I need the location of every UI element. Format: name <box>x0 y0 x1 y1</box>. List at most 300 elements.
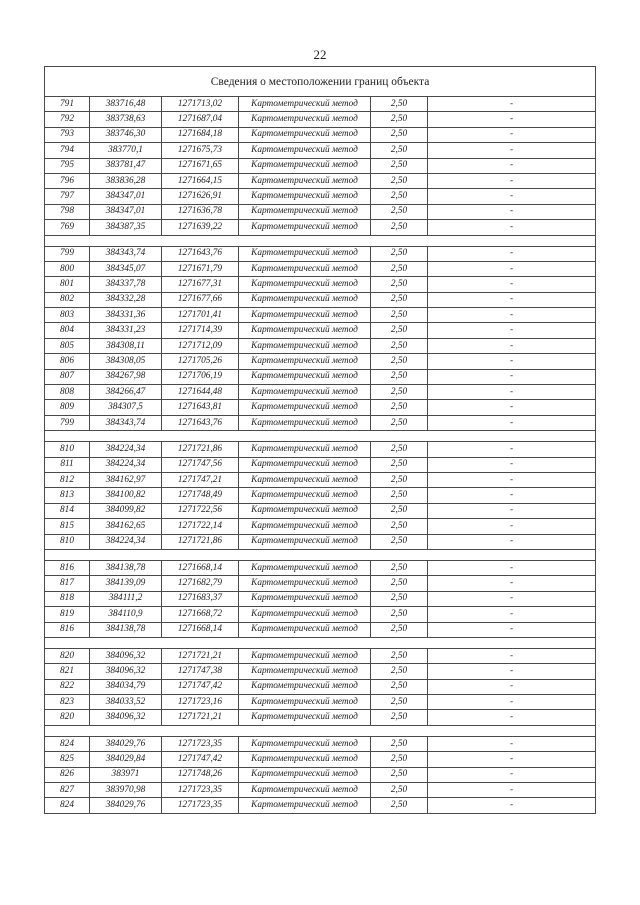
y-coordinate-cell: 1271747,42 <box>162 752 239 767</box>
y-coordinate-cell: 1271721,21 <box>162 648 239 663</box>
boundary-table <box>44 66 596 814</box>
x-coordinate-cell: 384308,11 <box>90 338 162 353</box>
table-row <box>45 798 596 813</box>
y-coordinate-cell: 1271668,14 <box>162 622 239 637</box>
y-coordinate-cell: 1271643,76 <box>162 415 239 430</box>
table-row <box>45 591 596 606</box>
method-cell: Картометрический метод <box>239 710 371 725</box>
table-row <box>45 158 596 173</box>
description-cell: - <box>428 710 596 725</box>
method-cell: Картометрический метод <box>239 385 371 400</box>
accuracy-cell: 2,50 <box>371 277 428 292</box>
table-row <box>45 534 596 549</box>
description-cell: - <box>428 503 596 518</box>
accuracy-cell: 2,50 <box>371 292 428 307</box>
accuracy-cell: 2,50 <box>371 752 428 767</box>
method-cell: Картометрический метод <box>239 767 371 782</box>
description-cell: - <box>428 607 596 622</box>
accuracy-cell: 2,50 <box>371 323 428 338</box>
point-number-cell: 820 <box>45 710 90 725</box>
y-coordinate-cell: 1271664,15 <box>162 173 239 188</box>
x-coordinate-cell: 384111,2 <box>90 591 162 606</box>
description-cell: - <box>428 752 596 767</box>
description-cell: - <box>428 679 596 694</box>
accuracy-cell: 2,50 <box>371 442 428 457</box>
point-number-cell: 804 <box>45 323 90 338</box>
description-cell: - <box>428 220 596 235</box>
table-row <box>45 736 596 751</box>
method-cell: Картометрический метод <box>239 736 371 751</box>
accuracy-cell: 2,50 <box>371 246 428 261</box>
table-row <box>45 97 596 112</box>
x-coordinate-cell: 384345,07 <box>90 261 162 276</box>
accuracy-cell: 2,50 <box>371 385 428 400</box>
table-row <box>45 503 596 518</box>
point-number-cell: 818 <box>45 591 90 606</box>
table-row <box>45 472 596 487</box>
x-coordinate-cell: 384162,65 <box>90 519 162 534</box>
table-row <box>45 369 596 384</box>
y-coordinate-cell: 1271668,14 <box>162 560 239 575</box>
accuracy-cell: 2,50 <box>371 519 428 534</box>
page-number: 22 <box>313 47 327 62</box>
accuracy-cell: 2,50 <box>371 736 428 751</box>
y-coordinate-cell: 1271701,41 <box>162 308 239 323</box>
description-cell: - <box>428 261 596 276</box>
y-coordinate-cell: 1271747,21 <box>162 472 239 487</box>
method-cell: Картометрический метод <box>239 457 371 472</box>
point-number-cell: 805 <box>45 338 90 353</box>
description-cell: - <box>428 736 596 751</box>
accuracy-cell: 2,50 <box>371 679 428 694</box>
x-coordinate-cell: 384266,47 <box>90 385 162 400</box>
description-cell: - <box>428 560 596 575</box>
method-cell: Картометрический метод <box>239 277 371 292</box>
y-coordinate-cell: 1271721,86 <box>162 534 239 549</box>
y-coordinate-cell: 1271671,65 <box>162 158 239 173</box>
table-row <box>45 783 596 798</box>
description-cell: - <box>428 369 596 384</box>
point-number-cell: 797 <box>45 189 90 204</box>
y-coordinate-cell: 1271723,35 <box>162 798 239 813</box>
y-coordinate-cell: 1271722,14 <box>162 519 239 534</box>
x-coordinate-cell: 384096,32 <box>90 664 162 679</box>
description-cell: - <box>428 354 596 369</box>
description-cell: - <box>428 472 596 487</box>
x-coordinate-cell: 384332,28 <box>90 292 162 307</box>
accuracy-cell: 2,50 <box>371 173 428 188</box>
description-cell: - <box>428 519 596 534</box>
method-cell: Картометрический метод <box>239 472 371 487</box>
x-coordinate-cell: 384100,82 <box>90 488 162 503</box>
y-coordinate-cell: 1271713,02 <box>162 97 239 112</box>
description-cell: - <box>428 648 596 663</box>
point-number-cell: 825 <box>45 752 90 767</box>
point-number-cell: 799 <box>45 415 90 430</box>
description-cell: - <box>428 143 596 158</box>
x-coordinate-cell: 384347,01 <box>90 189 162 204</box>
x-coordinate-cell: 383971 <box>90 767 162 782</box>
table-row <box>45 560 596 575</box>
y-coordinate-cell: 1271723,35 <box>162 783 239 798</box>
table-row <box>45 664 596 679</box>
description-cell: - <box>428 534 596 549</box>
table-title: Сведения о местоположении границ объекта <box>45 67 596 97</box>
table-row <box>45 488 596 503</box>
method-cell: Картометрический метод <box>239 308 371 323</box>
method-cell: Картометрический метод <box>239 534 371 549</box>
point-number-cell: 810 <box>45 534 90 549</box>
point-number-cell: 791 <box>45 97 90 112</box>
table-row <box>45 292 596 307</box>
x-coordinate-cell: 383781,47 <box>90 158 162 173</box>
point-number-cell: 809 <box>45 400 90 415</box>
y-coordinate-cell: 1271706,19 <box>162 369 239 384</box>
accuracy-cell: 2,50 <box>371 710 428 725</box>
group-separator-row <box>45 431 596 442</box>
accuracy-cell: 2,50 <box>371 503 428 518</box>
description-cell: - <box>428 622 596 637</box>
method-cell: Картометрический метод <box>239 354 371 369</box>
x-coordinate-cell: 383836,28 <box>90 173 162 188</box>
group-separator-cell <box>45 725 596 736</box>
y-coordinate-cell: 1271677,66 <box>162 292 239 307</box>
point-number-cell: 827 <box>45 783 90 798</box>
table-row <box>45 457 596 472</box>
x-coordinate-cell: 384029,76 <box>90 736 162 751</box>
y-coordinate-cell: 1271677,31 <box>162 277 239 292</box>
method-cell: Картометрический метод <box>239 442 371 457</box>
x-coordinate-cell: 384308,05 <box>90 354 162 369</box>
y-coordinate-cell: 1271723,35 <box>162 736 239 751</box>
group-separator-row <box>45 235 596 246</box>
y-coordinate-cell: 1271639,22 <box>162 220 239 235</box>
accuracy-cell: 2,50 <box>371 607 428 622</box>
description-cell: - <box>428 576 596 591</box>
y-coordinate-cell: 1271675,73 <box>162 143 239 158</box>
y-coordinate-cell: 1271721,21 <box>162 710 239 725</box>
point-number-cell: 796 <box>45 173 90 188</box>
x-coordinate-cell: 384029,84 <box>90 752 162 767</box>
accuracy-cell: 2,50 <box>371 369 428 384</box>
accuracy-cell: 2,50 <box>371 457 428 472</box>
table-row <box>45 204 596 219</box>
y-coordinate-cell: 1271723,16 <box>162 695 239 710</box>
x-coordinate-cell: 384138,78 <box>90 622 162 637</box>
method-cell: Картометрический метод <box>239 261 371 276</box>
table-row <box>45 385 596 400</box>
method-cell: Картометрический метод <box>239 338 371 353</box>
description-cell: - <box>428 695 596 710</box>
accuracy-cell: 2,50 <box>371 204 428 219</box>
accuracy-cell: 2,50 <box>371 354 428 369</box>
y-coordinate-cell: 1271687,04 <box>162 112 239 127</box>
point-number-cell: 815 <box>45 519 90 534</box>
accuracy-cell: 2,50 <box>371 648 428 663</box>
accuracy-cell: 2,50 <box>371 220 428 235</box>
group-separator-cell <box>45 637 596 648</box>
table-row <box>45 752 596 767</box>
accuracy-cell: 2,50 <box>371 338 428 353</box>
method-cell: Картометрический метод <box>239 323 371 338</box>
method-cell: Картометрический метод <box>239 783 371 798</box>
method-cell: Картометрический метод <box>239 292 371 307</box>
y-coordinate-cell: 1271644,48 <box>162 385 239 400</box>
accuracy-cell: 2,50 <box>371 97 428 112</box>
x-coordinate-cell: 384224,34 <box>90 534 162 549</box>
description-cell: - <box>428 338 596 353</box>
x-coordinate-cell: 384138,78 <box>90 560 162 575</box>
table-row <box>45 648 596 663</box>
point-number-cell: 816 <box>45 622 90 637</box>
method-cell: Картометрический метод <box>239 576 371 591</box>
x-coordinate-cell: 384343,74 <box>90 415 162 430</box>
point-number-cell: 806 <box>45 354 90 369</box>
table-row <box>45 415 596 430</box>
point-number-cell: 798 <box>45 204 90 219</box>
group-separator-cell <box>45 549 596 560</box>
description-cell: - <box>428 323 596 338</box>
table-row <box>45 519 596 534</box>
description-cell: - <box>428 173 596 188</box>
x-coordinate-cell: 384224,34 <box>90 442 162 457</box>
accuracy-cell: 2,50 <box>371 560 428 575</box>
method-cell: Картометрический метод <box>239 112 371 127</box>
point-number-cell: 810 <box>45 442 90 457</box>
table-row <box>45 308 596 323</box>
table-row <box>45 338 596 353</box>
table-row <box>45 173 596 188</box>
x-coordinate-cell: 384343,74 <box>90 246 162 261</box>
y-coordinate-cell: 1271747,56 <box>162 457 239 472</box>
accuracy-cell: 2,50 <box>371 798 428 813</box>
x-coordinate-cell: 384139,09 <box>90 576 162 591</box>
method-cell: Картометрический метод <box>239 798 371 813</box>
x-coordinate-cell: 384337,78 <box>90 277 162 292</box>
description-cell: - <box>428 488 596 503</box>
method-cell: Картометрический метод <box>239 173 371 188</box>
method-cell: Картометрический метод <box>239 158 371 173</box>
x-coordinate-cell: 384034,79 <box>90 679 162 694</box>
table-row <box>45 354 596 369</box>
table-row <box>45 400 596 415</box>
description-cell: - <box>428 158 596 173</box>
description-cell: - <box>428 204 596 219</box>
x-coordinate-cell: 384347,01 <box>90 204 162 219</box>
y-coordinate-cell: 1271626,91 <box>162 189 239 204</box>
point-number-cell: 826 <box>45 767 90 782</box>
x-coordinate-cell: 383970,98 <box>90 783 162 798</box>
method-cell: Картометрический метод <box>239 189 371 204</box>
method-cell: Картометрический метод <box>239 204 371 219</box>
method-cell: Картометрический метод <box>239 503 371 518</box>
x-coordinate-cell: 383716,48 <box>90 97 162 112</box>
y-coordinate-cell: 1271683,37 <box>162 591 239 606</box>
description-cell: - <box>428 400 596 415</box>
table-row <box>45 607 596 622</box>
y-coordinate-cell: 1271643,76 <box>162 246 239 261</box>
x-coordinate-cell: 384110,9 <box>90 607 162 622</box>
table-row <box>45 695 596 710</box>
table-row <box>45 112 596 127</box>
table-row <box>45 189 596 204</box>
method-cell: Картометрический метод <box>239 679 371 694</box>
table-title-row <box>45 67 596 97</box>
description-cell: - <box>428 127 596 142</box>
point-number-cell: 814 <box>45 503 90 518</box>
y-coordinate-cell: 1271682,79 <box>162 576 239 591</box>
description-cell: - <box>428 783 596 798</box>
description-cell: - <box>428 97 596 112</box>
y-coordinate-cell: 1271721,86 <box>162 442 239 457</box>
accuracy-cell: 2,50 <box>371 261 428 276</box>
x-coordinate-cell: 384267,98 <box>90 369 162 384</box>
point-number-cell: 799 <box>45 246 90 261</box>
method-cell: Картометрический метод <box>239 607 371 622</box>
point-number-cell: 820 <box>45 648 90 663</box>
method-cell: Картометрический метод <box>239 695 371 710</box>
accuracy-cell: 2,50 <box>371 591 428 606</box>
description-cell: - <box>428 308 596 323</box>
x-coordinate-cell: 384029,76 <box>90 798 162 813</box>
table-row <box>45 323 596 338</box>
accuracy-cell: 2,50 <box>371 534 428 549</box>
accuracy-cell: 2,50 <box>371 783 428 798</box>
table-row <box>45 246 596 261</box>
method-cell: Картометрический метод <box>239 622 371 637</box>
point-number-cell: 824 <box>45 798 90 813</box>
y-coordinate-cell: 1271684,18 <box>162 127 239 142</box>
x-coordinate-cell: 384162,97 <box>90 472 162 487</box>
group-separator-row <box>45 725 596 736</box>
point-number-cell: 821 <box>45 664 90 679</box>
method-cell: Картометрический метод <box>239 220 371 235</box>
description-cell: - <box>428 442 596 457</box>
x-coordinate-cell: 383738,63 <box>90 112 162 127</box>
point-number-cell: 819 <box>45 607 90 622</box>
method-cell: Картометрический метод <box>239 97 371 112</box>
table-row <box>45 127 596 142</box>
accuracy-cell: 2,50 <box>371 143 428 158</box>
y-coordinate-cell: 1271636,78 <box>162 204 239 219</box>
method-cell: Картометрический метод <box>239 752 371 767</box>
point-number-cell: 795 <box>45 158 90 173</box>
point-number-cell: 769 <box>45 220 90 235</box>
point-number-cell: 823 <box>45 695 90 710</box>
point-number-cell: 816 <box>45 560 90 575</box>
point-number-cell: 801 <box>45 277 90 292</box>
y-coordinate-cell: 1271712,09 <box>162 338 239 353</box>
accuracy-cell: 2,50 <box>371 488 428 503</box>
y-coordinate-cell: 1271705,26 <box>162 354 239 369</box>
method-cell: Картометрический метод <box>239 488 371 503</box>
description-cell: - <box>428 457 596 472</box>
x-coordinate-cell: 384387,35 <box>90 220 162 235</box>
method-cell: Картометрический метод <box>239 143 371 158</box>
accuracy-cell: 2,50 <box>371 189 428 204</box>
method-cell: Картометрический метод <box>239 369 371 384</box>
x-coordinate-cell: 383770,1 <box>90 143 162 158</box>
accuracy-cell: 2,50 <box>371 415 428 430</box>
point-number-cell: 808 <box>45 385 90 400</box>
table-row <box>45 277 596 292</box>
method-cell: Картометрический метод <box>239 246 371 261</box>
table-row <box>45 767 596 782</box>
description-cell: - <box>428 277 596 292</box>
method-cell: Картометрический метод <box>239 127 371 142</box>
table-row <box>45 622 596 637</box>
point-number-cell: 803 <box>45 308 90 323</box>
x-coordinate-cell: 384099,82 <box>90 503 162 518</box>
accuracy-cell: 2,50 <box>371 664 428 679</box>
description-cell: - <box>428 112 596 127</box>
y-coordinate-cell: 1271643,81 <box>162 400 239 415</box>
x-coordinate-cell: 384331,36 <box>90 308 162 323</box>
accuracy-cell: 2,50 <box>371 127 428 142</box>
table-row <box>45 143 596 158</box>
x-coordinate-cell: 384096,32 <box>90 710 162 725</box>
accuracy-cell: 2,50 <box>371 695 428 710</box>
point-number-cell: 802 <box>45 292 90 307</box>
x-coordinate-cell: 384331,23 <box>90 323 162 338</box>
accuracy-cell: 2,50 <box>371 308 428 323</box>
table-row <box>45 442 596 457</box>
x-coordinate-cell: 384033,52 <box>90 695 162 710</box>
table-row <box>45 710 596 725</box>
point-number-cell: 793 <box>45 127 90 142</box>
description-cell: - <box>428 767 596 782</box>
table-row <box>45 576 596 591</box>
accuracy-cell: 2,50 <box>371 472 428 487</box>
point-number-cell: 807 <box>45 369 90 384</box>
y-coordinate-cell: 1271748,49 <box>162 488 239 503</box>
y-coordinate-cell: 1271747,38 <box>162 664 239 679</box>
x-coordinate-cell: 384224,34 <box>90 457 162 472</box>
group-separator-cell <box>45 431 596 442</box>
accuracy-cell: 2,50 <box>371 622 428 637</box>
accuracy-cell: 2,50 <box>371 767 428 782</box>
point-number-cell: 813 <box>45 488 90 503</box>
point-number-cell: 822 <box>45 679 90 694</box>
x-coordinate-cell: 384096,32 <box>90 648 162 663</box>
y-coordinate-cell: 1271747,42 <box>162 679 239 694</box>
description-cell: - <box>428 591 596 606</box>
x-coordinate-cell: 383746,30 <box>90 127 162 142</box>
point-number-cell: 792 <box>45 112 90 127</box>
accuracy-cell: 2,50 <box>371 400 428 415</box>
description-cell: - <box>428 292 596 307</box>
group-separator-row <box>45 549 596 560</box>
description-cell: - <box>428 664 596 679</box>
table-row <box>45 679 596 694</box>
method-cell: Картометрический метод <box>239 648 371 663</box>
y-coordinate-cell: 1271671,79 <box>162 261 239 276</box>
y-coordinate-cell: 1271748,26 <box>162 767 239 782</box>
point-number-cell: 800 <box>45 261 90 276</box>
point-number-cell: 794 <box>45 143 90 158</box>
description-cell: - <box>428 798 596 813</box>
point-number-cell: 824 <box>45 736 90 751</box>
y-coordinate-cell: 1271668,72 <box>162 607 239 622</box>
description-cell: - <box>428 246 596 261</box>
method-cell: Картометрический метод <box>239 560 371 575</box>
point-number-cell: 812 <box>45 472 90 487</box>
table-row <box>45 220 596 235</box>
point-number-cell: 811 <box>45 457 90 472</box>
table-row <box>45 261 596 276</box>
description-cell: - <box>428 415 596 430</box>
description-cell: - <box>428 385 596 400</box>
